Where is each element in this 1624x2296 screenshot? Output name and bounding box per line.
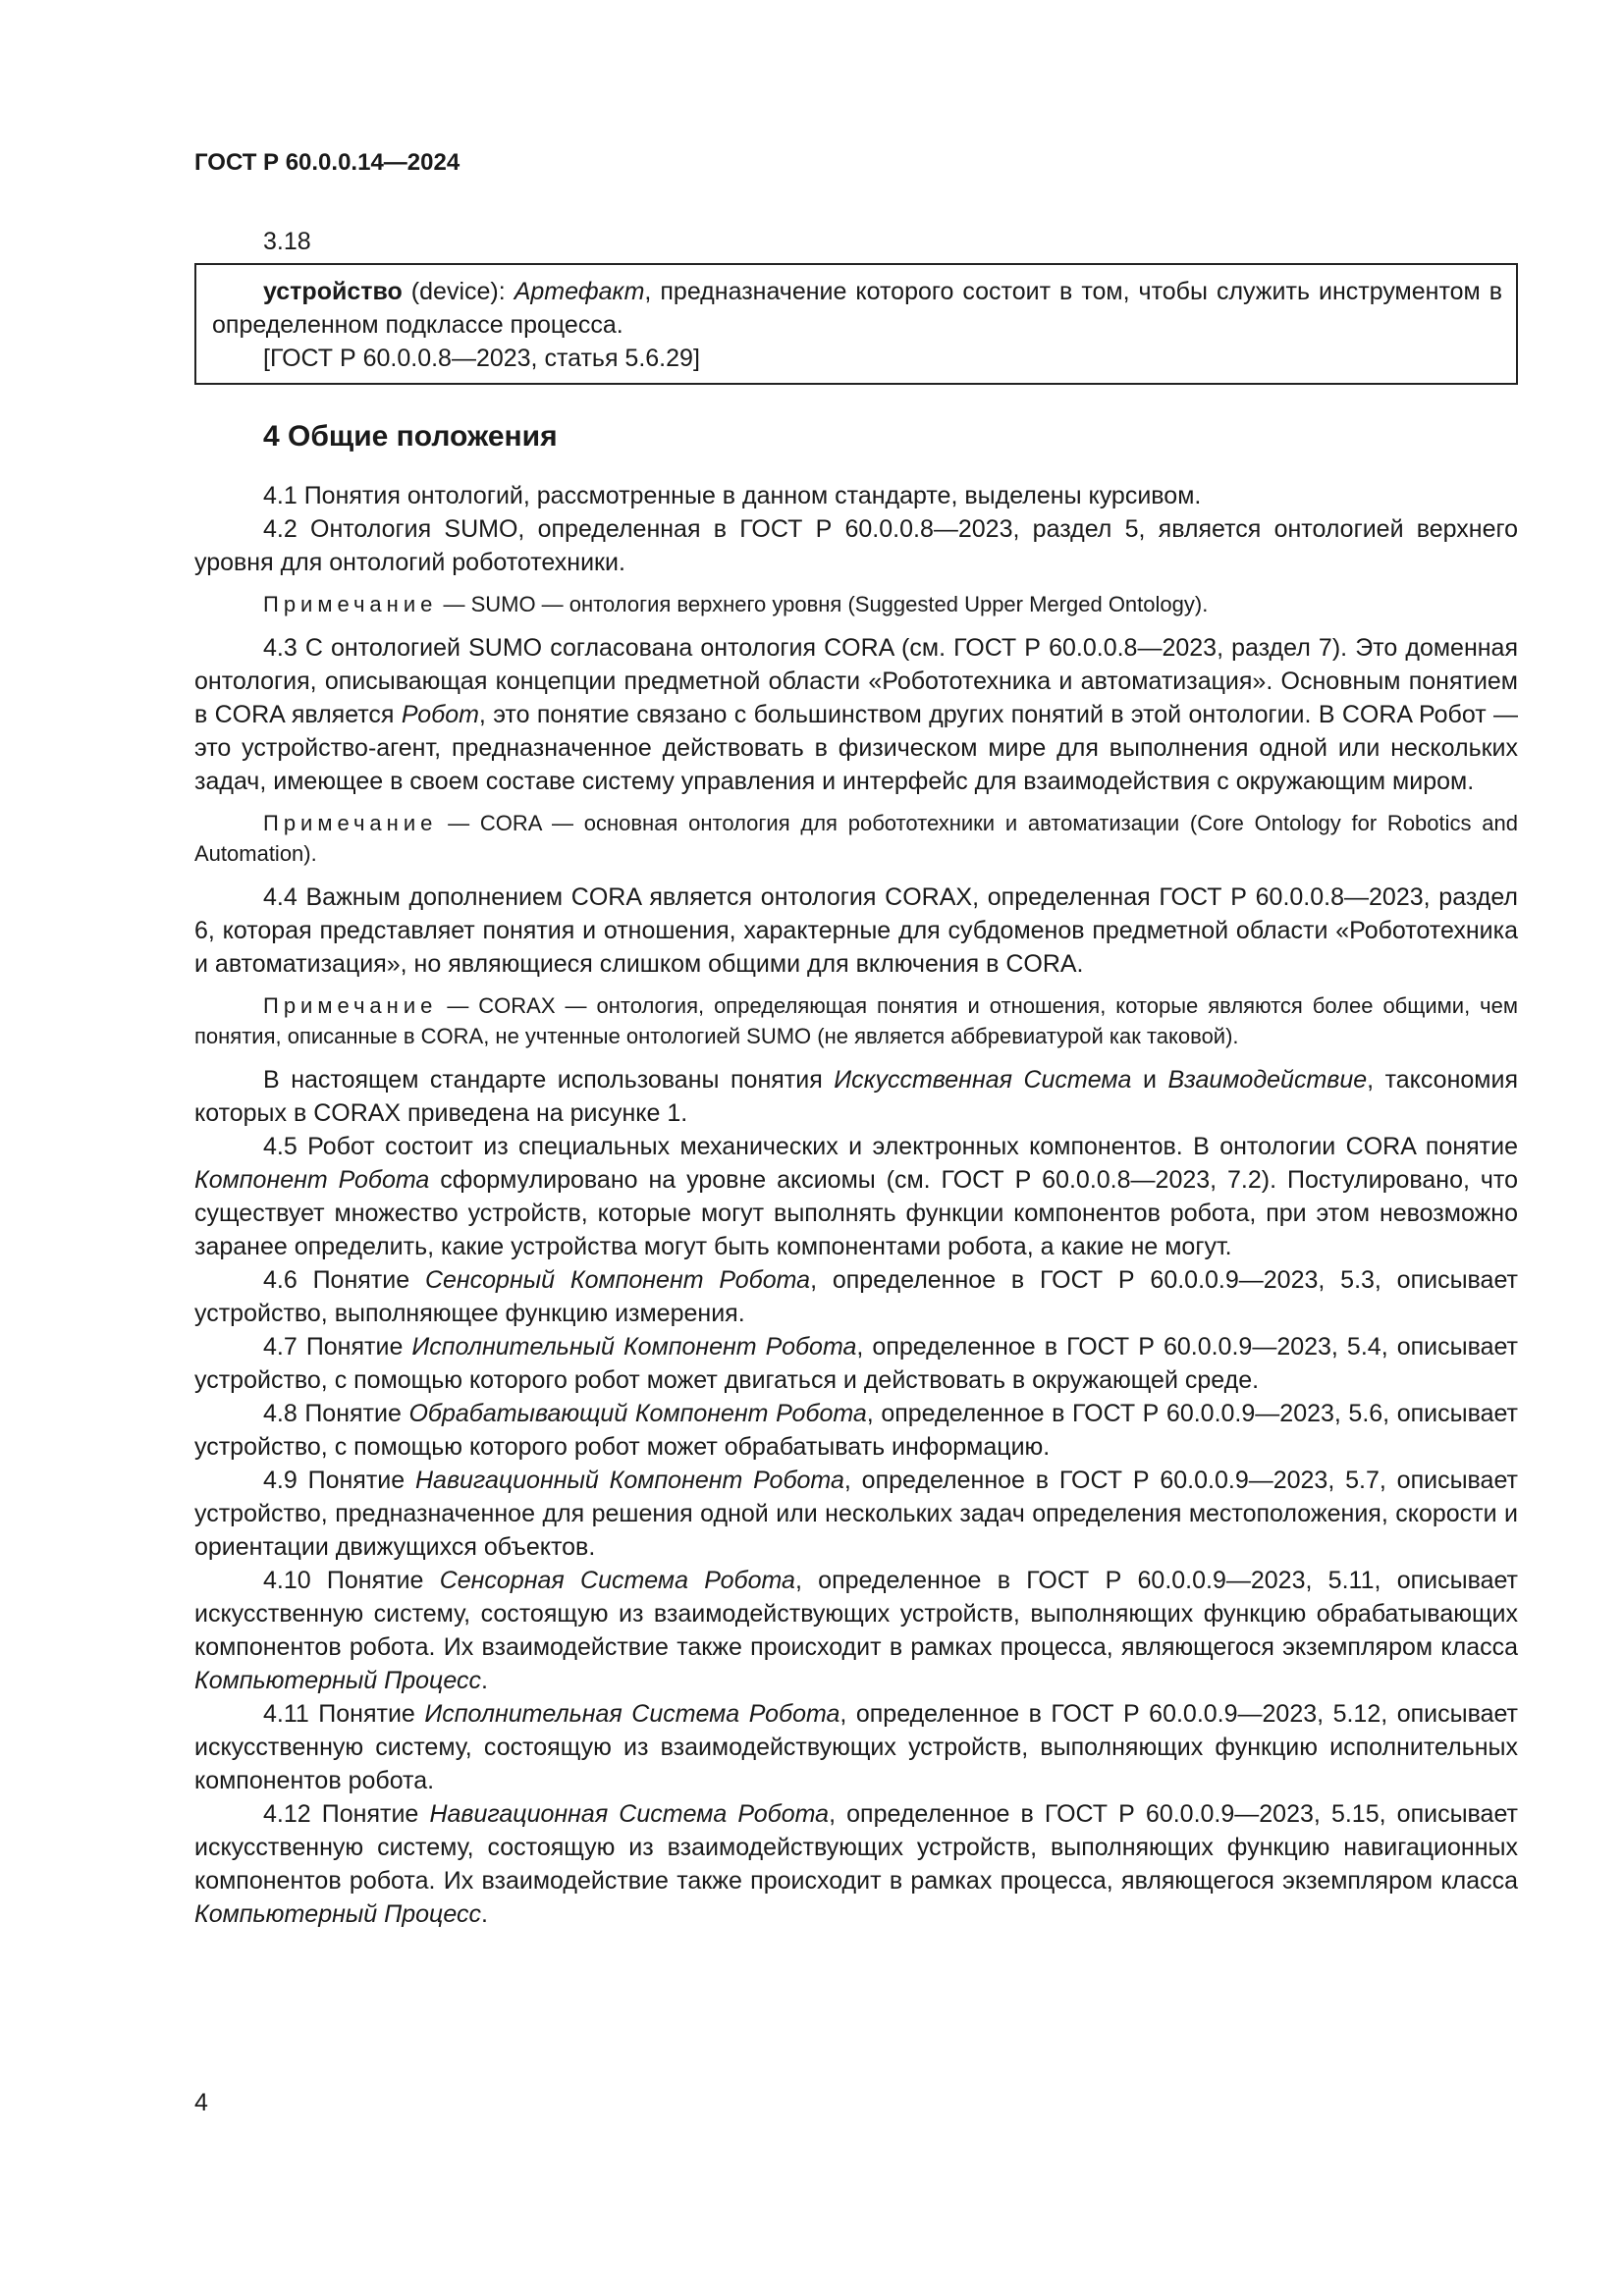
text-run: 4.1 Понятия онтологий, рассмотренные в данном стандарте, выделены курсивом. [263, 482, 1202, 509]
text-run: и [1131, 1066, 1168, 1094]
italic-term: Искусственная Система [834, 1066, 1132, 1094]
note-paragraph [194, 990, 1518, 1051]
text-run: . [480, 1900, 488, 1928]
text-run: 4.7 Понятие [263, 1333, 412, 1361]
text-run: 4.4 Важным дополнением CORA является онтология CORAX, определенная ГОСТ Р 60.0.0.8—2023, раздел 6, которая представляет понятия и отношения, характерные для субдоменов предметной области «Робототехника и автоматизация», но являющиеся слишком общими для включения в CORA. [194, 883, 1518, 978]
paragraph [194, 512, 1518, 579]
page-number: 4 [194, 2089, 208, 2116]
text-run: , определенное в ГОСТ Р 60.0.0.9—2023, 5.7, описывает устройство, предназначенное для решения одной или нескольких задач определения местоположения, скорости и ориентации движущихся объектов. [194, 1467, 1518, 1561]
note-paragraph [194, 589, 1518, 619]
paragraph [194, 1397, 1518, 1464]
text-run: , это понятие связано с большинством других понятий в этой онтологии. В CORA Робот — это устройство-агент, предназначенное действовать в физическом мире для выполнения одной или нескольких задач, имеющее в своем составе систему управления и интерфейс для взаимодействия с окружающим миром. [194, 701, 1518, 795]
paragraph [194, 1797, 1518, 1931]
section-title: 4 Общие положения [263, 420, 558, 453]
term-number: 3.18 [263, 228, 311, 255]
italic-term: Компьютерный Процесс [194, 1900, 481, 1928]
text-run: 4.5 Робот состоит из специальных механических и электронных компонентов. В онтологии CORA понятие [263, 1133, 1518, 1160]
paragraph [194, 1464, 1518, 1564]
document-header: ГОСТ Р 60.0.0.14—2024 [194, 149, 460, 176]
paragraph [194, 631, 1518, 798]
text-run: 4.3 С онтологией SUMO согласована онтология CORA (см. ГОСТ Р 60.0.0.8—2023, раздел 7). Это доменная онтология, описывающая концепции предметной области «Робототехника и автоматизация». Основным понятием в CORA является [194, 634, 1518, 728]
note-label: Примечание [263, 993, 438, 1018]
paragraph [194, 1564, 1518, 1697]
italic-term: Сенсорный Компонент Робота [424, 1266, 811, 1294]
text-run: 4.8 Понятие [263, 1400, 409, 1427]
term-definition-box [194, 263, 1518, 385]
italic-term: Навигационная Система Робота [429, 1800, 830, 1828]
text-run: , определенное в ГОСТ Р 60.0.0.9—2023, 5.6, описывает устройство, с помощью которого робот может обрабатывать информацию. [194, 1400, 1519, 1461]
text-run: , определенное в ГОСТ Р 60.0.0.9—2023, 5.3, описывает устройство, выполняющее функцию измерения. [194, 1266, 1518, 1327]
italic-term: Взаимодействие [1167, 1066, 1368, 1094]
italic-term: Обрабатывающий Компонент Робота [408, 1400, 867, 1427]
text-run: , определенное в ГОСТ Р 60.0.0.9—2023, 5.4, описывает устройство, с помощью которого робот может двигаться и действовать в окружающей среде. [194, 1333, 1519, 1394]
paragraph [194, 479, 1518, 512]
text-run: , определенное в ГОСТ Р 60.0.0.9—2023, 5.12, описывает искусственную систему, состоящую из взаимодействующих устройств, выполняющих функцию исполнительных компонентов робота. [194, 1700, 1518, 1794]
text-run: 4.9 Понятие [263, 1467, 415, 1494]
text-run: , таксономия которых в CORAX приведена на рисунке 1. [194, 1066, 1518, 1127]
italic-term: Компьютерный Процесс [194, 1667, 481, 1694]
term-source: [ГОСТ Р 60.0.0.8—2023, статья 5.6.29] [263, 345, 700, 372]
text-run: 4.6 Понятие [263, 1266, 425, 1294]
italic-term: Робот [401, 701, 479, 728]
term-def-italic: Артефакт [514, 278, 645, 305]
text-run: В настоящем стандарте использованы понятия [263, 1066, 835, 1094]
term-def-rest: , предназначение которого состоит в том, чтобы служить инструментом в определенном подклассе процесса. [212, 278, 1502, 339]
italic-term: Сенсорная Система Робота [439, 1567, 795, 1594]
paragraph [194, 1063, 1518, 1130]
italic-term: Компонент Робота [194, 1166, 430, 1194]
italic-term: Исполнительная Система Робота [424, 1700, 840, 1728]
paragraph [194, 1130, 1518, 1263]
term-name: устройство [263, 278, 403, 305]
text-run: 4.2 Онтология SUMO, определенная в ГОСТ Р 60.0.0.8—2023, раздел 5, является онтологией верхнего уровня для онтологий робототехники. [194, 515, 1518, 576]
note-paragraph [194, 808, 1518, 869]
text-run: — SUMO — онтология верхнего уровня (Suggested Upper Merged Ontology). [437, 592, 1209, 616]
note-label: Примечание [263, 592, 438, 616]
text-run: 4.12 Понятие [263, 1800, 430, 1828]
paragraph [194, 1263, 1518, 1330]
text-run: сформулировано на уровне аксиомы (см. ГОСТ Р 60.0.0.8—2023, 7.2). Постулировано, что существует множество устройств, которые могут выполнять функции компонентов робота, при этом невозможно заранее определить, какие устройства могут быть компонентами робота, а какие не могут. [194, 1166, 1518, 1260]
text-run: — CORA — основная онтология для робототехники и автоматизации (Core Ontology for Robotics and Automation). [194, 811, 1518, 866]
text-run: . [480, 1667, 488, 1694]
text-run: , определенное в ГОСТ Р 60.0.0.9—2023, 5.11, описывает искусственную систему, состоящую из взаимодействующих устройств, выполняющих функцию обрабатывающих компонентов робота. Их взаимодействие также происходит в рамках процесса, являющегося экземпляром класса [194, 1567, 1518, 1661]
italic-term: Навигационный Компонент Робота [415, 1467, 844, 1494]
text-run: 4.11 Понятие [263, 1700, 425, 1728]
text-run: — CORAX — онтология, определяющая понятия и отношения, которые являются более общими, чем понятия, описанные в CORA, не учтенные онтологией SUMO (не является аббревиатурой как таковой). [194, 993, 1518, 1048]
paragraph [194, 1330, 1518, 1397]
text-run: 4.10 Понятие [263, 1567, 440, 1594]
section-body [194, 479, 1518, 1931]
term-lang: (device): [402, 278, 514, 305]
note-label: Примечание [263, 811, 438, 835]
italic-term: Исполнительный Компонент Робота [411, 1333, 857, 1361]
text-run: , определенное в ГОСТ Р 60.0.0.9—2023, 5.15, описывает искусственную систему, состоящую из взаимодействующих устройств, выполняющих функцию навигационных компонентов робота. Их взаимодействие также происходит в рамках процесса, являющегося экземпляром класса [194, 1800, 1518, 1895]
paragraph [194, 881, 1518, 981]
paragraph [194, 1697, 1518, 1797]
term-definition [212, 275, 1502, 342]
